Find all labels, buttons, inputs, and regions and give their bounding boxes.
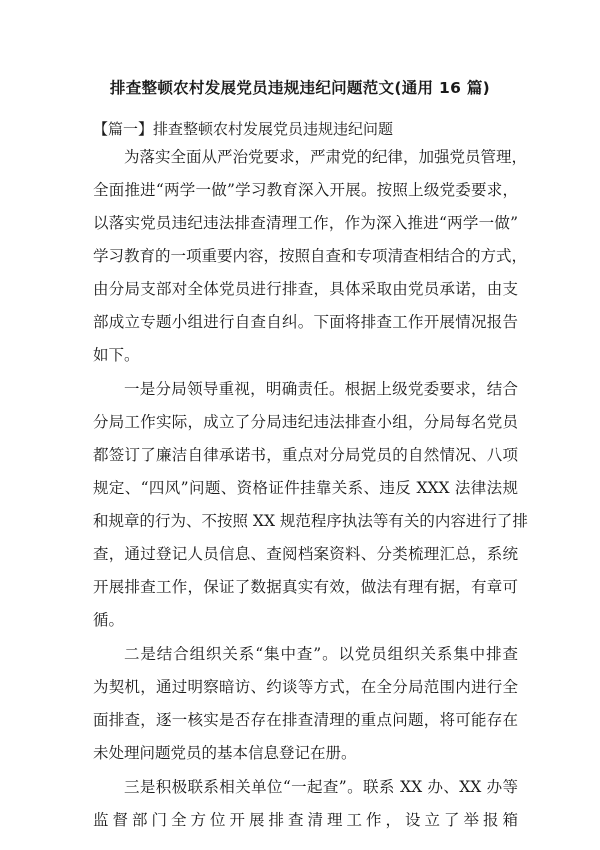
paragraph-line: 如下。 <box>93 346 140 364</box>
paragraph-line: 学习教育的一项重要内容，按照自查和专项清查相结合的方式， <box>93 247 528 265</box>
paragraph-line: 和规章的行为、不按照 XX 规范程序执法等有关的内容进行了排 <box>93 512 528 530</box>
document-title: 排查整顿农村发展党员违规违纪问题范文(通用 16 篇) <box>109 79 491 97</box>
paragraph-line: 循。 <box>93 611 125 629</box>
paragraph-line: 全面推进“两学一做”学习教育深入开展。按照上级党委要求， <box>93 181 518 199</box>
paragraph-line: 为落实全面从严治党要求，严肃党的纪律，加强党员管理， <box>124 148 528 166</box>
paragraph-line: 以落实党员违纪违法排查清理工作，作为深入推进“两学一做” <box>93 214 518 232</box>
paragraph-line: 都签订了廉洁自律承诺书，重点对分局党员的自然情况、八项 <box>93 446 518 464</box>
paragraph-line: 未处理问题党员的基本信息登记在册。 <box>93 744 357 762</box>
paragraph-line: 监督部门全方位开展排查清理工作，设立了举报箱 <box>93 811 518 829</box>
paragraph-line: 一是分局领导重视，明确责任。根据上级党委要求，结合 <box>124 380 518 398</box>
paragraph-line: 开展排查工作，保证了数据真实有效，做法有理有据，有章可 <box>93 578 518 596</box>
paragraph-line: 规定、“四风”问题、资格证件挂靠关系、违反 XXX 法律法规 <box>93 479 518 497</box>
paragraph-line: 面排查，逐一核实是否存在排查清理的重点问题，将可能存在 <box>93 711 518 729</box>
paragraph-line: 三是积极联系相关单位“一起查”。联系 XX 办、XX 办等 <box>124 778 518 796</box>
paragraph-line: 部成立专题小组进行自查自纠。下面将排查工作开展情况报告 <box>93 313 518 331</box>
paragraph-line: 为契机，通过明察暗访、约谈等方式，在全分局范围内进行全 <box>93 678 518 696</box>
paragraph-line: 分局工作实际，成立了分局违纪违法排查小组，分局每名党员 <box>93 413 518 431</box>
paragraph-line: 二是结合组织关系“集中查”。以党员组织关系集中排查 <box>124 645 518 663</box>
paragraph-line: 查，通过登记人员信息、查阅档案资料、分类梳理汇总，系统 <box>93 545 518 563</box>
section-heading: 【篇一】排查整顿农村发展党员违规违纪问题 <box>93 120 394 138</box>
paragraph-line: 由分局支部对全体党员进行排查，具体采取由党员承诺，由支 <box>93 280 518 298</box>
